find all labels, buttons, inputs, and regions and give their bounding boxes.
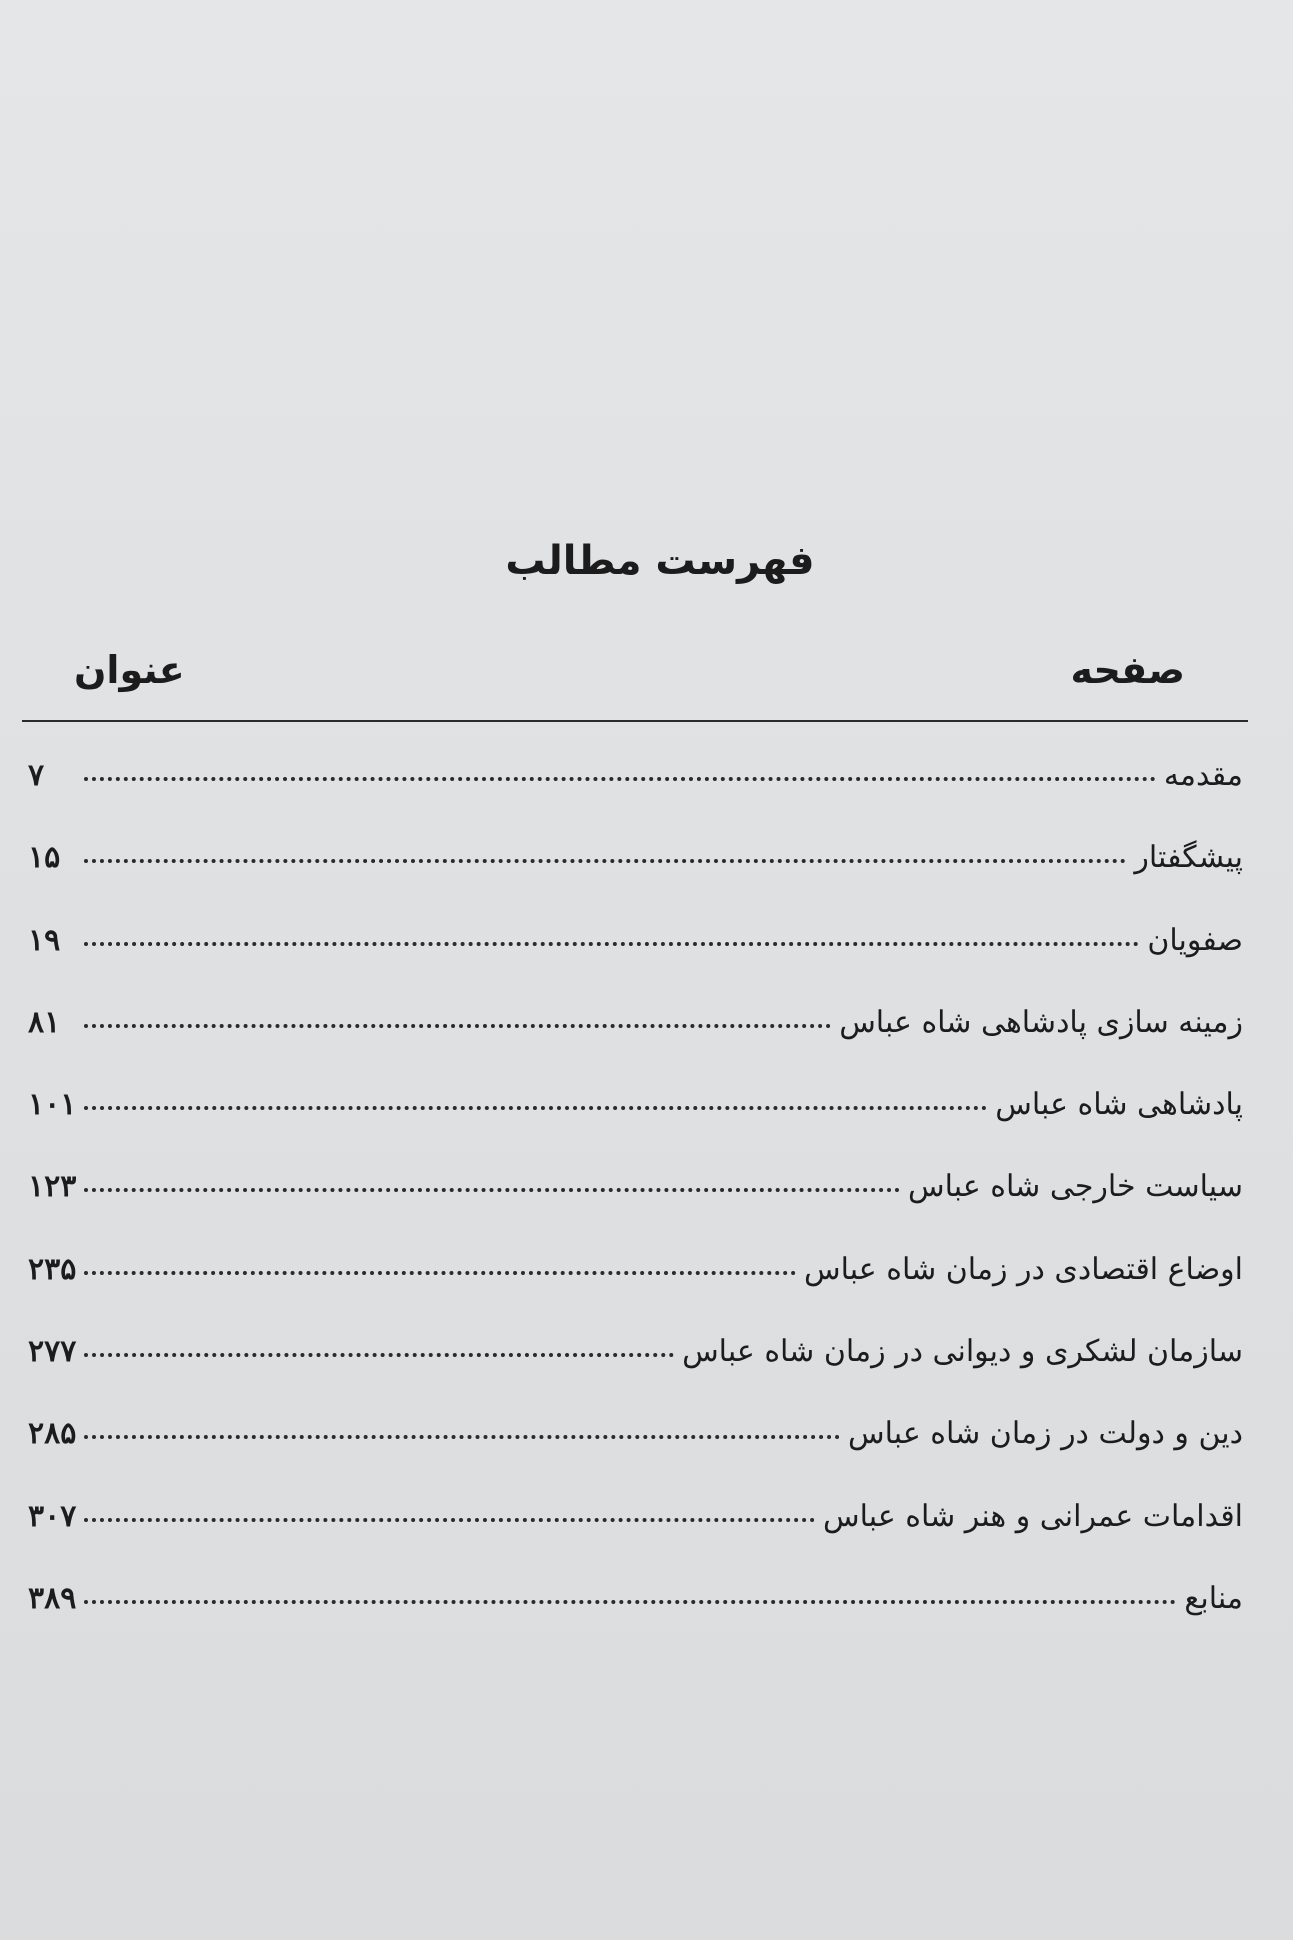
dot-leader	[84, 1600, 1176, 1604]
toc-entry	[28, 758, 1243, 840]
toc-entry-page: ۲۷۷	[28, 1334, 77, 1370]
dot-leader	[84, 1271, 796, 1275]
toc-entry-title: دین و دولت در زمان شاه عباس	[848, 1416, 1243, 1452]
dot-leader	[84, 1353, 674, 1357]
dot-leader	[84, 777, 1156, 781]
toc-entry	[28, 1252, 1243, 1334]
column-header-right: صفحه	[1070, 648, 1185, 692]
toc-entry-page: ۳۸۹	[28, 1580, 77, 1616]
toc-entry-page: ۱۲۳	[28, 1169, 77, 1205]
toc-entry-title: سیاست خارجی شاه عباس	[908, 1169, 1243, 1205]
toc-entry-page: ۸۱	[28, 1004, 61, 1040]
dot-leader	[84, 942, 1139, 946]
dot-leader	[84, 1435, 840, 1439]
toc-entry-title: سازمان لشکری و دیوانی در زمان شاه عباس	[682, 1334, 1243, 1370]
toc-entry-page: ۳۰۷	[28, 1498, 77, 1534]
toc-list	[28, 758, 1243, 1663]
toc-entry	[28, 1416, 1243, 1498]
dot-leader	[84, 859, 1126, 863]
toc-entry	[28, 923, 1243, 1005]
toc-entry-page: ۱۰۱	[28, 1087, 77, 1123]
toc-title: فهرست مطالب	[505, 538, 815, 584]
toc-entry-page: ۱۵	[28, 840, 61, 876]
column-header-left: عنوان	[74, 648, 185, 692]
toc-entry	[28, 1169, 1243, 1251]
toc-entry-title: مقدمه	[1163, 758, 1243, 793]
dot-leader	[84, 1188, 900, 1192]
toc-entry	[28, 1334, 1243, 1416]
dot-leader	[84, 1518, 815, 1522]
toc-entry	[28, 1499, 1243, 1581]
toc-entry-title: پادشاهی شاه عباس	[995, 1087, 1243, 1123]
header-divider	[22, 720, 1248, 722]
toc-entry-page: ۷	[28, 758, 45, 793]
dot-leader	[84, 1024, 831, 1028]
toc-entry-page: ۲۳۵	[28, 1251, 77, 1287]
toc-entry-title: اوضاع اقتصادی در زمان شاه عباس	[803, 1251, 1243, 1287]
toc-entry-title: اقدامات عمرانی و هنر شاه عباس	[823, 1498, 1243, 1534]
toc-entry-page: ۲۸۵	[28, 1416, 77, 1452]
toc-entry-page: ۱۹	[28, 922, 61, 958]
toc-entry	[28, 840, 1243, 922]
toc-entry-title: صفویان	[1147, 922, 1243, 958]
dot-leader	[84, 1106, 987, 1110]
toc-entry-title: پیشگفتار	[1134, 840, 1243, 876]
toc-entry	[28, 1005, 1243, 1087]
toc-entry	[28, 1087, 1243, 1169]
toc-entry-title: زمینه سازی پادشاهی شاه عباس	[839, 1004, 1243, 1040]
toc-entry	[28, 1581, 1243, 1663]
toc-entry-title: منابع	[1184, 1580, 1243, 1616]
